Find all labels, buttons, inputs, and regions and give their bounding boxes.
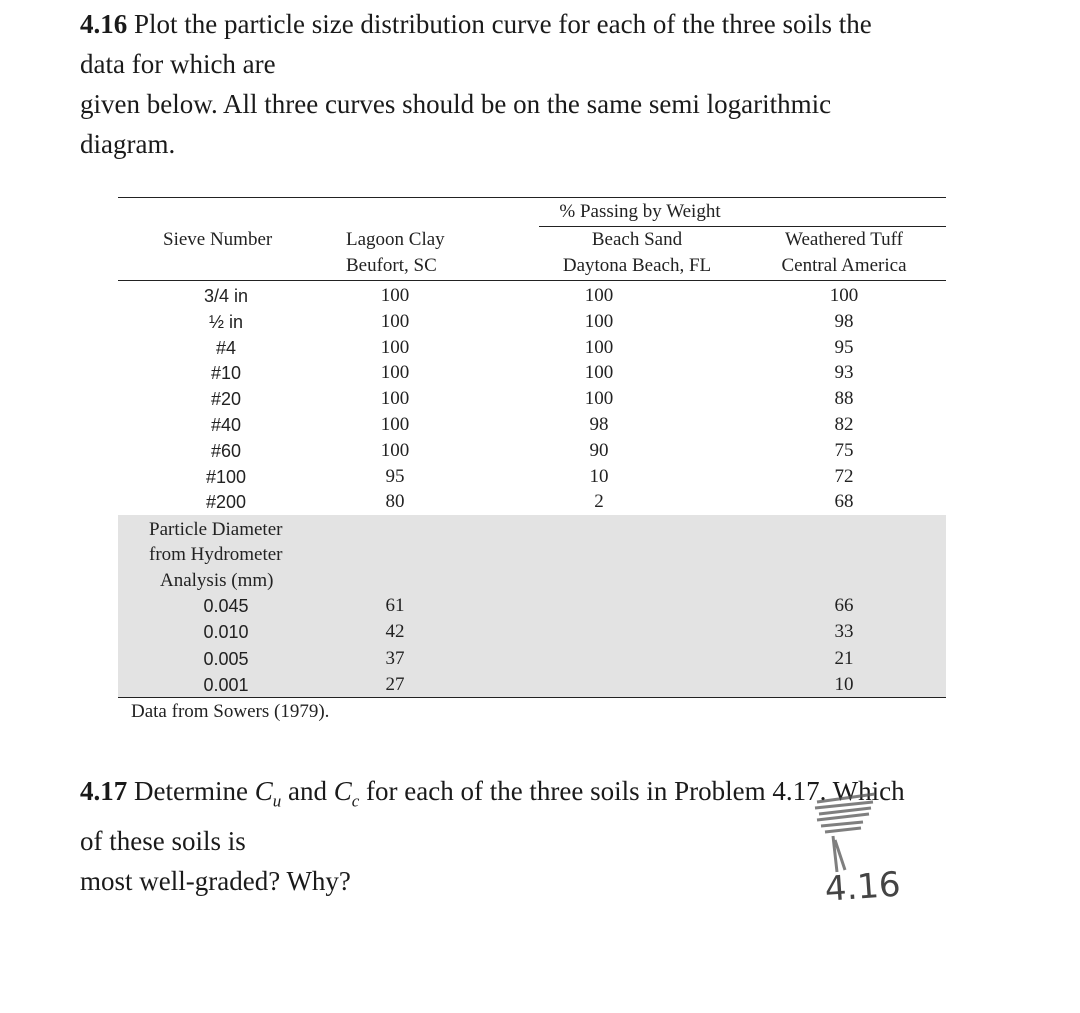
sieve-label: #20	[210, 389, 242, 410]
passing-tuff: 93	[834, 362, 854, 384]
group-header-rule	[539, 226, 946, 227]
handwritten-correction	[805, 780, 925, 930]
column-header-sand-location: Daytona Beach, FL	[562, 255, 712, 276]
particle-diameter: 0.001	[203, 674, 249, 695]
passing-sand: 100	[584, 388, 614, 410]
header-bottom-rule	[118, 280, 946, 281]
hydrometer-label: Analysis (mm)	[160, 570, 274, 591]
passing-tuff: 82	[834, 414, 854, 435]
hydrometer-label: Particle Diameter	[149, 519, 283, 540]
sieve-label: #40	[210, 415, 242, 435]
problem-4-16	[80, 4, 1040, 164]
passing-sand: 100	[584, 285, 614, 306]
table-top-rule	[118, 197, 946, 198]
sieve-data-table	[118, 197, 946, 700]
passing-sand: 90	[589, 439, 609, 461]
problem-text: diagram.	[80, 129, 176, 159]
column-header-tuff-location: Central America	[781, 255, 907, 276]
passing-tuff: 75	[834, 439, 854, 461]
passing-clay: 100	[380, 285, 410, 306]
cu-symbol: $C_u$	[254, 776, 282, 811]
problem-text: of these soils is	[80, 826, 246, 857]
hydrometer-tuff: 66	[834, 595, 854, 616]
passing-clay: 100	[380, 439, 410, 461]
problem-number: 4.16	[80, 9, 128, 39]
passing-tuff: 72	[834, 465, 854, 487]
passing-tuff: 95	[834, 336, 854, 358]
column-header-sieve: Sieve Number	[163, 229, 273, 250]
group-header: % Passing by Weight	[559, 201, 721, 222]
passing-clay: 100	[380, 336, 410, 358]
problem-number: 4.17	[80, 776, 128, 806]
passing-clay: 100	[380, 414, 410, 435]
particle-diameter: 0.010	[203, 622, 249, 643]
problem-text: Plot the particle size distribution curve for each of the three soils the	[134, 9, 872, 39]
passing-sand: 100	[584, 336, 614, 358]
data-source-note: Data from Sowers (1979).	[131, 701, 330, 722]
sieve-label: #100	[205, 466, 247, 487]
passing-clay: 100	[380, 362, 410, 384]
sieve-label: ½ in	[208, 311, 244, 332]
hydrometer-clay: 42	[385, 621, 405, 643]
problem-4-17: 4.17 Determine $C_u$ and $C_c$ for each of the three soils in Problem 4.17. Which of these soils is most well-graded? Why?	[80, 771, 1070, 901]
passing-sand: 98	[589, 414, 609, 435]
column-header-sand: Beach Sand	[591, 229, 683, 250]
table-bottom-rule	[118, 697, 946, 698]
passing-clay: 80	[385, 491, 405, 513]
hydrometer-tuff: 10	[834, 673, 854, 695]
problem-text: most well-graded? Why?	[80, 866, 351, 897]
particle-diameter: 0.005	[203, 648, 249, 669]
sieve-label: #4	[215, 337, 237, 358]
passing-clay: 100	[380, 310, 410, 332]
passing-sand: 100	[584, 362, 614, 384]
column-header-tuff: Weathered Tuff	[785, 229, 903, 250]
passing-sand: 2	[594, 491, 604, 513]
hydrometer-clay: 61	[385, 595, 405, 616]
passing-tuff: 68	[834, 491, 854, 513]
hydrometer-tuff: 33	[834, 621, 854, 643]
column-header-clay: Lagoon Clay	[346, 229, 445, 250]
passing-sand: 100	[584, 310, 614, 332]
sieve-label: 3/4 in	[203, 286, 249, 306]
handwritten-label: 4.16	[823, 864, 902, 910]
passing-sand: 10	[589, 465, 609, 487]
passing-tuff: 100	[829, 285, 859, 306]
problem-text: given below. All three curves should be on the same semi logarithmic	[80, 89, 832, 119]
problem-text: data for which are	[80, 49, 276, 79]
sieve-label: #200	[205, 492, 247, 513]
passing-tuff: 88	[834, 388, 854, 410]
passing-tuff: 98	[834, 310, 854, 332]
hydrometer-clay: 27	[385, 673, 405, 695]
hydrometer-label: from Hydrometer	[149, 544, 283, 565]
passing-clay: 100	[380, 388, 410, 410]
particle-diameter: 0.045	[203, 596, 249, 616]
cc-symbol: $C_c$	[333, 776, 360, 811]
column-header-clay-location: Beufort, SC	[346, 255, 437, 276]
hydrometer-clay: 37	[385, 647, 405, 669]
scribble-mark	[815, 794, 875, 872]
sieve-label: #60	[210, 440, 242, 461]
sieve-label: #10	[210, 363, 242, 384]
hydrometer-tuff: 21	[834, 647, 854, 669]
passing-clay: 95	[385, 465, 405, 487]
